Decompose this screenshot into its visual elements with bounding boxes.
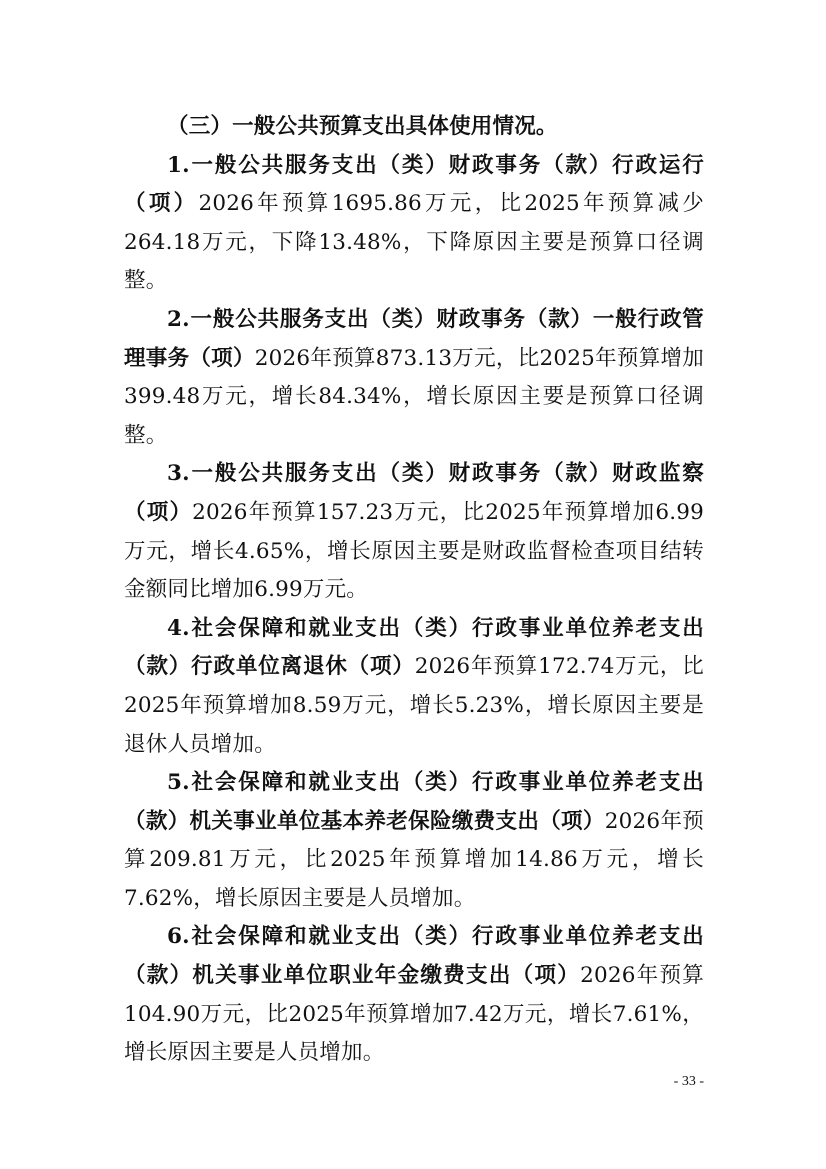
item-5-title: 5.社会保障和就业支出（类）行政事业单位养老支出（款）机关事业单位基本养老保险缴费支出（项） (124, 770, 704, 834)
paragraph-item-3 (124, 455, 704, 609)
section-heading: （三）一般公共预算支出具体使用情况。 (167, 114, 558, 139)
item-3-title: 3.一般公共服务支出（类）财政事务（款）财政监察（项） (124, 461, 704, 525)
item-5-body: 2026年预算209.81万元，比2025年预算增加14.86万元，增长7.62%，增长原因主要是人员增加。 (124, 808, 705, 911)
document-body (124, 108, 704, 1073)
page-number: - 33 - (673, 1074, 704, 1089)
paragraph-item-5 (124, 764, 704, 918)
item-4-title: 4.社会保障和就业支出（类）行政事业单位养老支出（款）行政单位离退休（项） (124, 615, 704, 680)
item-2-body: 2026年预算873.13万元，比2025年预算增加399.48万元，增长84.34%，增长原因主要是预算口径调整。 (124, 345, 704, 448)
paragraph-item-2 (124, 301, 704, 455)
item-6-title: 6.社会保障和就业支出（类）行政事业单位养老支出（款）机关事业单位职业年金缴费支出（项） (124, 924, 704, 989)
paragraph-item-6 (124, 918, 704, 1072)
item-3-body: 2026年预算157.23万元，比2025年预算增加6.99万元，增长4.65%，增长原因主要是财政监督检查项目结转金额同比增加6.99万元。 (124, 499, 704, 603)
item-2-title: 2.一般公共服务支出（类）财政事务（款）一般行政管理事务（项） (124, 306, 704, 371)
item-1-title: 1.一般公共服务支出（类）财政事务（款）行政运行（项） (124, 152, 704, 217)
paragraph-item-1 (124, 147, 704, 301)
item-4-body: 2026年预算172.74万元，比2025年预算增加8.59万元，增长5.23%，增长原因主要是退休人员增加。 (124, 654, 704, 757)
item-1-body: 2026年预算1695.86万元，比2025年预算减少264.18万元，下降13.48%，下降原因主要是预算口径调整。 (124, 191, 704, 294)
item-6-body: 2026年预算104.90万元，比2025年预算增加7.42万元，增长7.61%，增长原因主要是人员增加。 (124, 963, 704, 1066)
paragraph-item-4 (124, 610, 704, 764)
